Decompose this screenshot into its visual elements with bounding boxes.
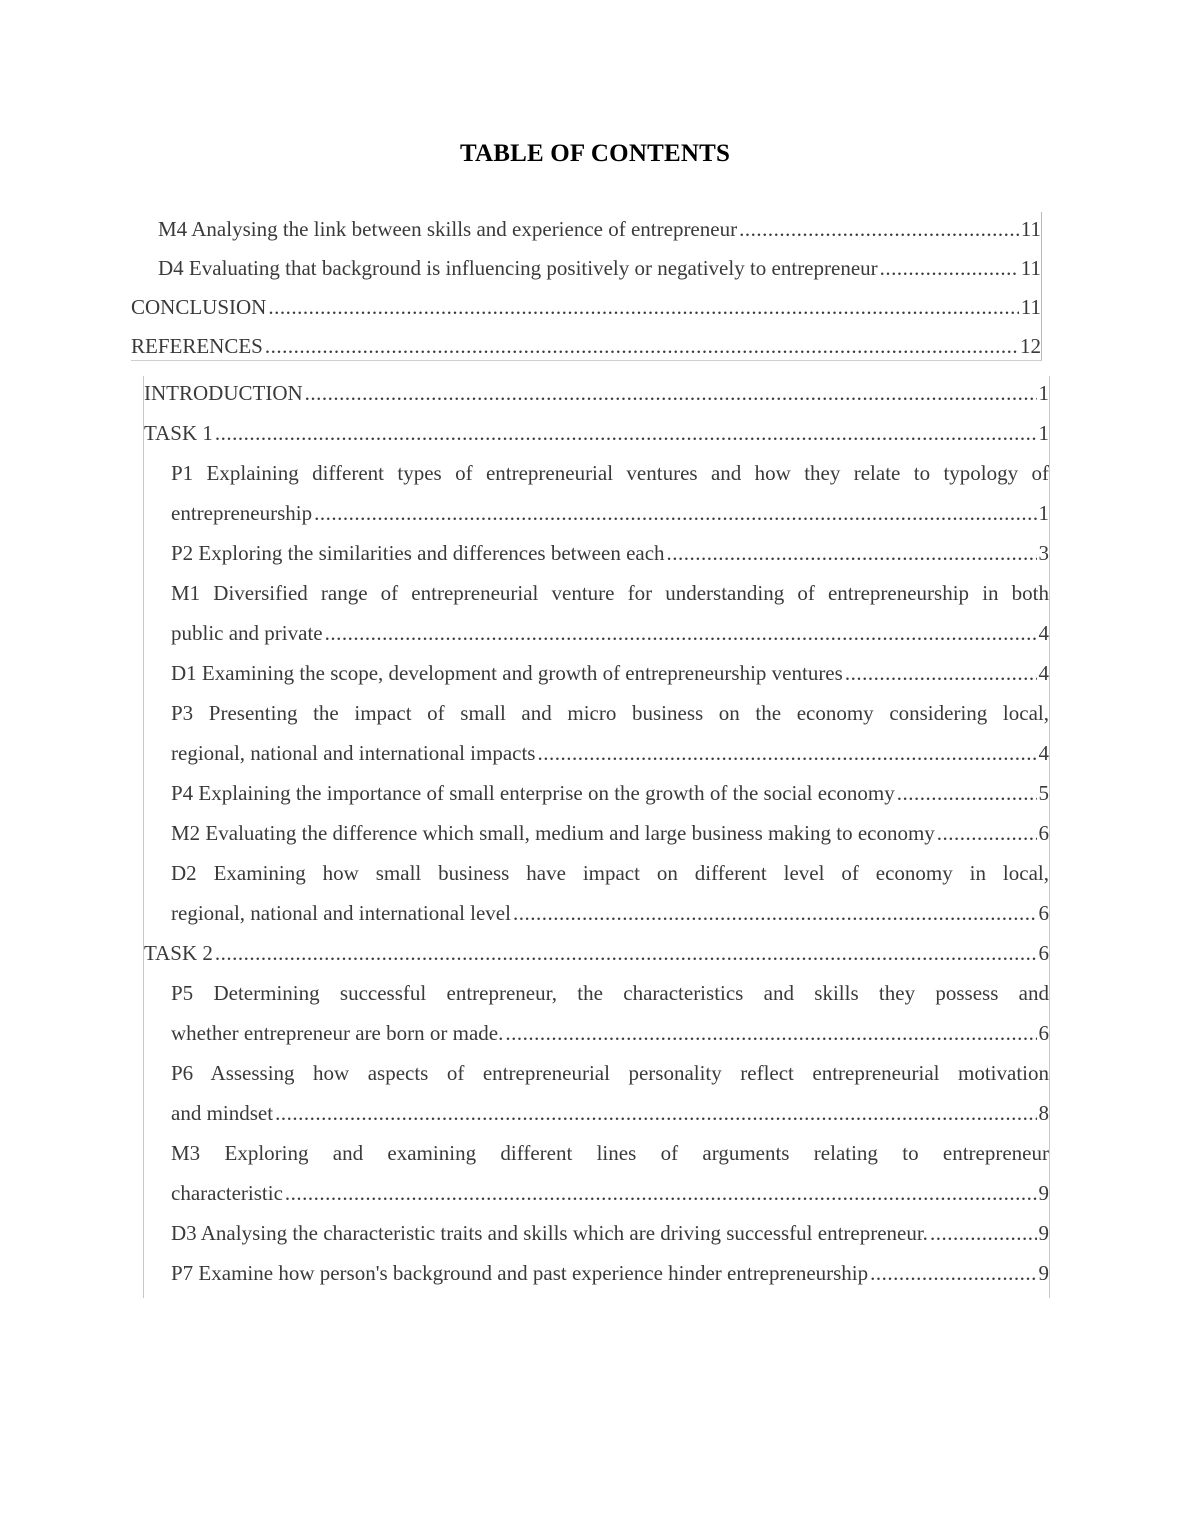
toc-entry-text: D2 Examining how small business have impact on different level of economy in local, xyxy=(171,861,1049,885)
toc-leader-dots xyxy=(265,333,1018,359)
toc-leader-dots xyxy=(513,900,1037,926)
toc-leader-dots xyxy=(325,620,1037,646)
toc-leader-dots xyxy=(215,420,1037,446)
toc-entry-text: characteristic xyxy=(171,1181,283,1205)
toc-page-number: 8 xyxy=(1038,1101,1049,1125)
toc-page-number: 6 xyxy=(1038,901,1049,925)
toc-entry[interactable] xyxy=(171,776,1049,806)
toc-entry-text: D4 Evaluating that background is influencing positively or negatively to entrepreneur xyxy=(158,256,878,280)
toc-entry[interactable] xyxy=(131,329,1041,359)
toc-leader-dots xyxy=(845,660,1037,686)
toc-entry[interactable] xyxy=(171,496,1049,526)
toc-page-number: 1 xyxy=(1038,501,1049,525)
toc-leader-dots xyxy=(739,216,1019,242)
toc-entry-text: public and private xyxy=(171,621,323,645)
toc-entry-text: P2 Exploring the similarities and differences between each xyxy=(171,541,665,565)
toc-page-number: 11 xyxy=(1020,295,1041,319)
toc-entry-text: D3 Analysing the characteristic traits and skills which are driving successful entrepreneur. xyxy=(171,1221,928,1245)
toc-entry-text: whether entrepreneur are born or made. xyxy=(171,1021,504,1045)
toc-entry-text: TASK 2 xyxy=(144,941,213,965)
toc-page-number: 9 xyxy=(1038,1181,1049,1205)
toc-entry-text: M3 Exploring and examining different lines of arguments relating to entrepreneur xyxy=(171,1141,1049,1165)
toc-entry[interactable] xyxy=(171,896,1049,926)
toc-page-number: 1 xyxy=(1038,381,1049,405)
toc-entry[interactable] xyxy=(171,656,1049,686)
toc-entry-text: regional, national and international level xyxy=(171,901,511,925)
toc-leader-dots xyxy=(305,380,1037,406)
toc-entry-text: TASK 1 xyxy=(144,421,213,445)
toc-entry-text: P7 Examine how person's background and past experience hinder entrepreneurship xyxy=(171,1261,869,1285)
toc-entry[interactable] xyxy=(144,376,1049,406)
toc-leader-dots xyxy=(505,1020,1036,1046)
toc-entry[interactable] xyxy=(131,290,1041,320)
toc-title: TABLE OF CONTENTS xyxy=(459,140,731,167)
toc-entry-text: P1 Explaining different types of entrepreneurial ventures and how they relate to typology of xyxy=(171,461,1049,485)
toc-leader-dots xyxy=(667,540,1037,566)
toc-leader-dots xyxy=(314,500,1036,526)
toc-leader-dots xyxy=(937,820,1037,846)
toc-leader-dots xyxy=(897,780,1037,806)
toc-leader-dots xyxy=(930,1220,1037,1246)
toc-entry-text: M2 Evaluating the difference which small, medium and large business making to economy xyxy=(171,821,935,845)
toc-entry[interactable] xyxy=(171,736,1049,766)
toc-entry-first-line[interactable] xyxy=(171,576,1049,606)
toc-entry-first-line[interactable] xyxy=(171,976,1049,1006)
toc-entry-text: P4 Explaining the importance of small enterprise on the growth of the social economy xyxy=(171,781,895,805)
toc-entry[interactable] xyxy=(158,212,1041,242)
toc-entry[interactable] xyxy=(171,616,1049,646)
toc-entry-first-line[interactable] xyxy=(171,456,1049,486)
toc-entry-text: regional, national and international impacts xyxy=(171,741,536,765)
toc-entry-first-line[interactable] xyxy=(171,1056,1049,1086)
toc-entry[interactable] xyxy=(171,1256,1049,1286)
toc-page-number: 4 xyxy=(1038,621,1049,645)
toc-section-top xyxy=(131,212,1042,361)
toc-page-number: 3 xyxy=(1038,541,1049,565)
toc-entry[interactable] xyxy=(144,416,1049,446)
toc-page-number: 6 xyxy=(1038,821,1049,845)
toc-page-number: 6 xyxy=(1038,1021,1049,1045)
toc-page-number: 6 xyxy=(1038,941,1049,965)
toc-entry[interactable] xyxy=(171,1216,1049,1246)
toc-page-number: 4 xyxy=(1038,741,1049,765)
toc-entry[interactable] xyxy=(171,816,1049,846)
toc-leader-dots xyxy=(870,1260,1036,1286)
toc-leader-dots xyxy=(880,255,1019,281)
toc-entry-first-line[interactable] xyxy=(171,696,1049,726)
toc-page-number: 9 xyxy=(1038,1261,1049,1285)
toc-leader-dots xyxy=(537,740,1036,766)
toc-entry-text: D1 Examining the scope, development and growth of entrepreneurship ventures xyxy=(171,661,843,685)
toc-page-number: 9 xyxy=(1038,1221,1049,1245)
toc-entry[interactable] xyxy=(158,251,1041,281)
toc-entry-first-line[interactable] xyxy=(171,1136,1049,1166)
toc-entry-first-line[interactable] xyxy=(171,856,1049,886)
toc-leader-dots xyxy=(275,1100,1036,1126)
toc-section-main xyxy=(143,376,1050,1298)
toc-entry[interactable] xyxy=(171,1176,1049,1206)
toc-page-number: 11 xyxy=(1020,256,1041,280)
toc-entry-text: M4 Analysing the link between skills and experience of entrepreneur xyxy=(158,217,738,241)
toc-entry-text: and mindset xyxy=(171,1101,274,1125)
toc-page-number: 12 xyxy=(1020,334,1041,358)
toc-page-number: 1 xyxy=(1038,421,1049,445)
toc-entry-text: M1 Diversified range of entrepreneurial venture for understanding of entrepreneurship in both xyxy=(171,581,1049,605)
toc-page-number: 5 xyxy=(1038,781,1049,805)
toc-entry[interactable] xyxy=(171,536,1049,566)
toc-entry[interactable] xyxy=(171,1016,1049,1046)
toc-entry-text: P5 Determining successful entrepreneur, the characteristics and skills they possess and xyxy=(171,981,1049,1005)
toc-entry[interactable] xyxy=(171,1096,1049,1126)
toc-entry-text: CONCLUSION xyxy=(131,295,267,319)
toc-entry-text: entrepreneurship xyxy=(171,501,313,525)
toc-leader-dots xyxy=(268,294,1018,320)
toc-entry[interactable] xyxy=(144,936,1049,966)
toc-page-number: 4 xyxy=(1038,661,1049,685)
toc-leader-dots xyxy=(215,940,1037,966)
toc-entry-text: INTRODUCTION xyxy=(144,381,303,405)
toc-entry-text: P6 Assessing how aspects of entrepreneurial personality reflect entrepreneurial motivation xyxy=(171,1061,1049,1085)
toc-entry-text: REFERENCES xyxy=(131,334,263,358)
toc-page-number: 11 xyxy=(1020,217,1041,241)
toc-leader-dots xyxy=(285,1180,1037,1206)
toc-entry-text: P3 Presenting the impact of small and micro business on the economy considering local, xyxy=(171,701,1049,725)
